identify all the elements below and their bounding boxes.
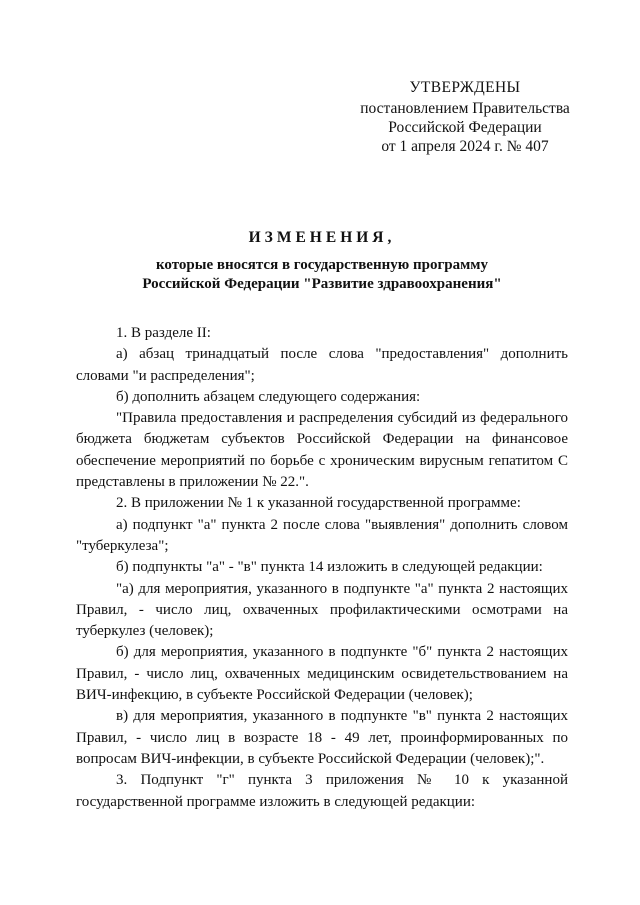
- document-subtitle: [76, 256, 568, 294]
- paragraph-item-1-section: 1. В разделе II:: [116, 325, 211, 341]
- approval-stamp: УТВЕРЖДЕНЫ: [409, 79, 521, 96]
- document-heading: [76, 228, 568, 294]
- paragraph-item-3-appendix: 3. Подпункт "г" пункта 3 приложения № 10 к указанной государственной программе изложить в следующей редакции:: [76, 772, 568, 810]
- paragraph-quoted-b: б) для мероприятия, указанного в подпункте "б" пункта 2 настоящих Правил, - число лиц, охваченных медицинским освидетельствованием на ВИЧ-инфекцию, в субъекте Российской Федерации (человек);: [76, 644, 568, 704]
- document-subtitle-line: Российской Федерации "Развитие здравоохранения": [142, 276, 502, 292]
- approval-line-date: от 1 апреля 2024 г. № 407: [381, 138, 549, 155]
- document-subtitle-line: которые вносятся в государственную программу: [155, 257, 489, 273]
- paragraph-subitem-b: б) дополнить абзацем следующего содержания:: [116, 388, 421, 405]
- approval-block: [340, 78, 590, 156]
- approval-line-authority: постановлением Правительства: [360, 100, 570, 117]
- paragraph-subitem-b: б) подпункты "а" - "в" пункта 14 изложить в следующей редакции:: [116, 559, 543, 576]
- paragraph-item-2-appendix: 2. В приложении № 1 к указанной государственной программе:: [116, 495, 521, 512]
- paragraph-subitem-a: а) абзац тринадцатый после слова "предоставления" дополнить словами "и распределения";: [76, 346, 568, 384]
- paragraph-quoted-v: в) для мероприятия, указанного в подпункте "в" пункта 2 настоящих Правил, - число лиц в возрасте 18 - 49 лет, проинформированных по вопросам ВИЧ-инфекции, в субъекте Российской Федерации (человек);".: [76, 708, 568, 767]
- paragraph-quoted-a: "а) для мероприятия, указанного в подпункте "а" пункта 2 настоящих Правил, - число лиц, охваченных профилактическими осмотрами на туберкулез (человек);: [76, 580, 568, 640]
- paragraph-subitem-a: а) подпункт "а" пункта 2 после слова "выявления" дополнить словом "туберкулеза";: [76, 516, 568, 554]
- document-title: ИЗМЕНЕНИЯ,: [248, 229, 396, 246]
- paragraph-quoted-rules: "Правила предоставления и распределения субсидий из федерального бюджета бюджетам субъектов Российской Федерации на финансовое обеспечение мероприятий по борьбе с хроническим вирусным гепатитом С представлены в приложении № 22.".: [76, 410, 568, 491]
- approval-line-country: Российской Федерации: [388, 119, 542, 136]
- document-body: [76, 323, 568, 813]
